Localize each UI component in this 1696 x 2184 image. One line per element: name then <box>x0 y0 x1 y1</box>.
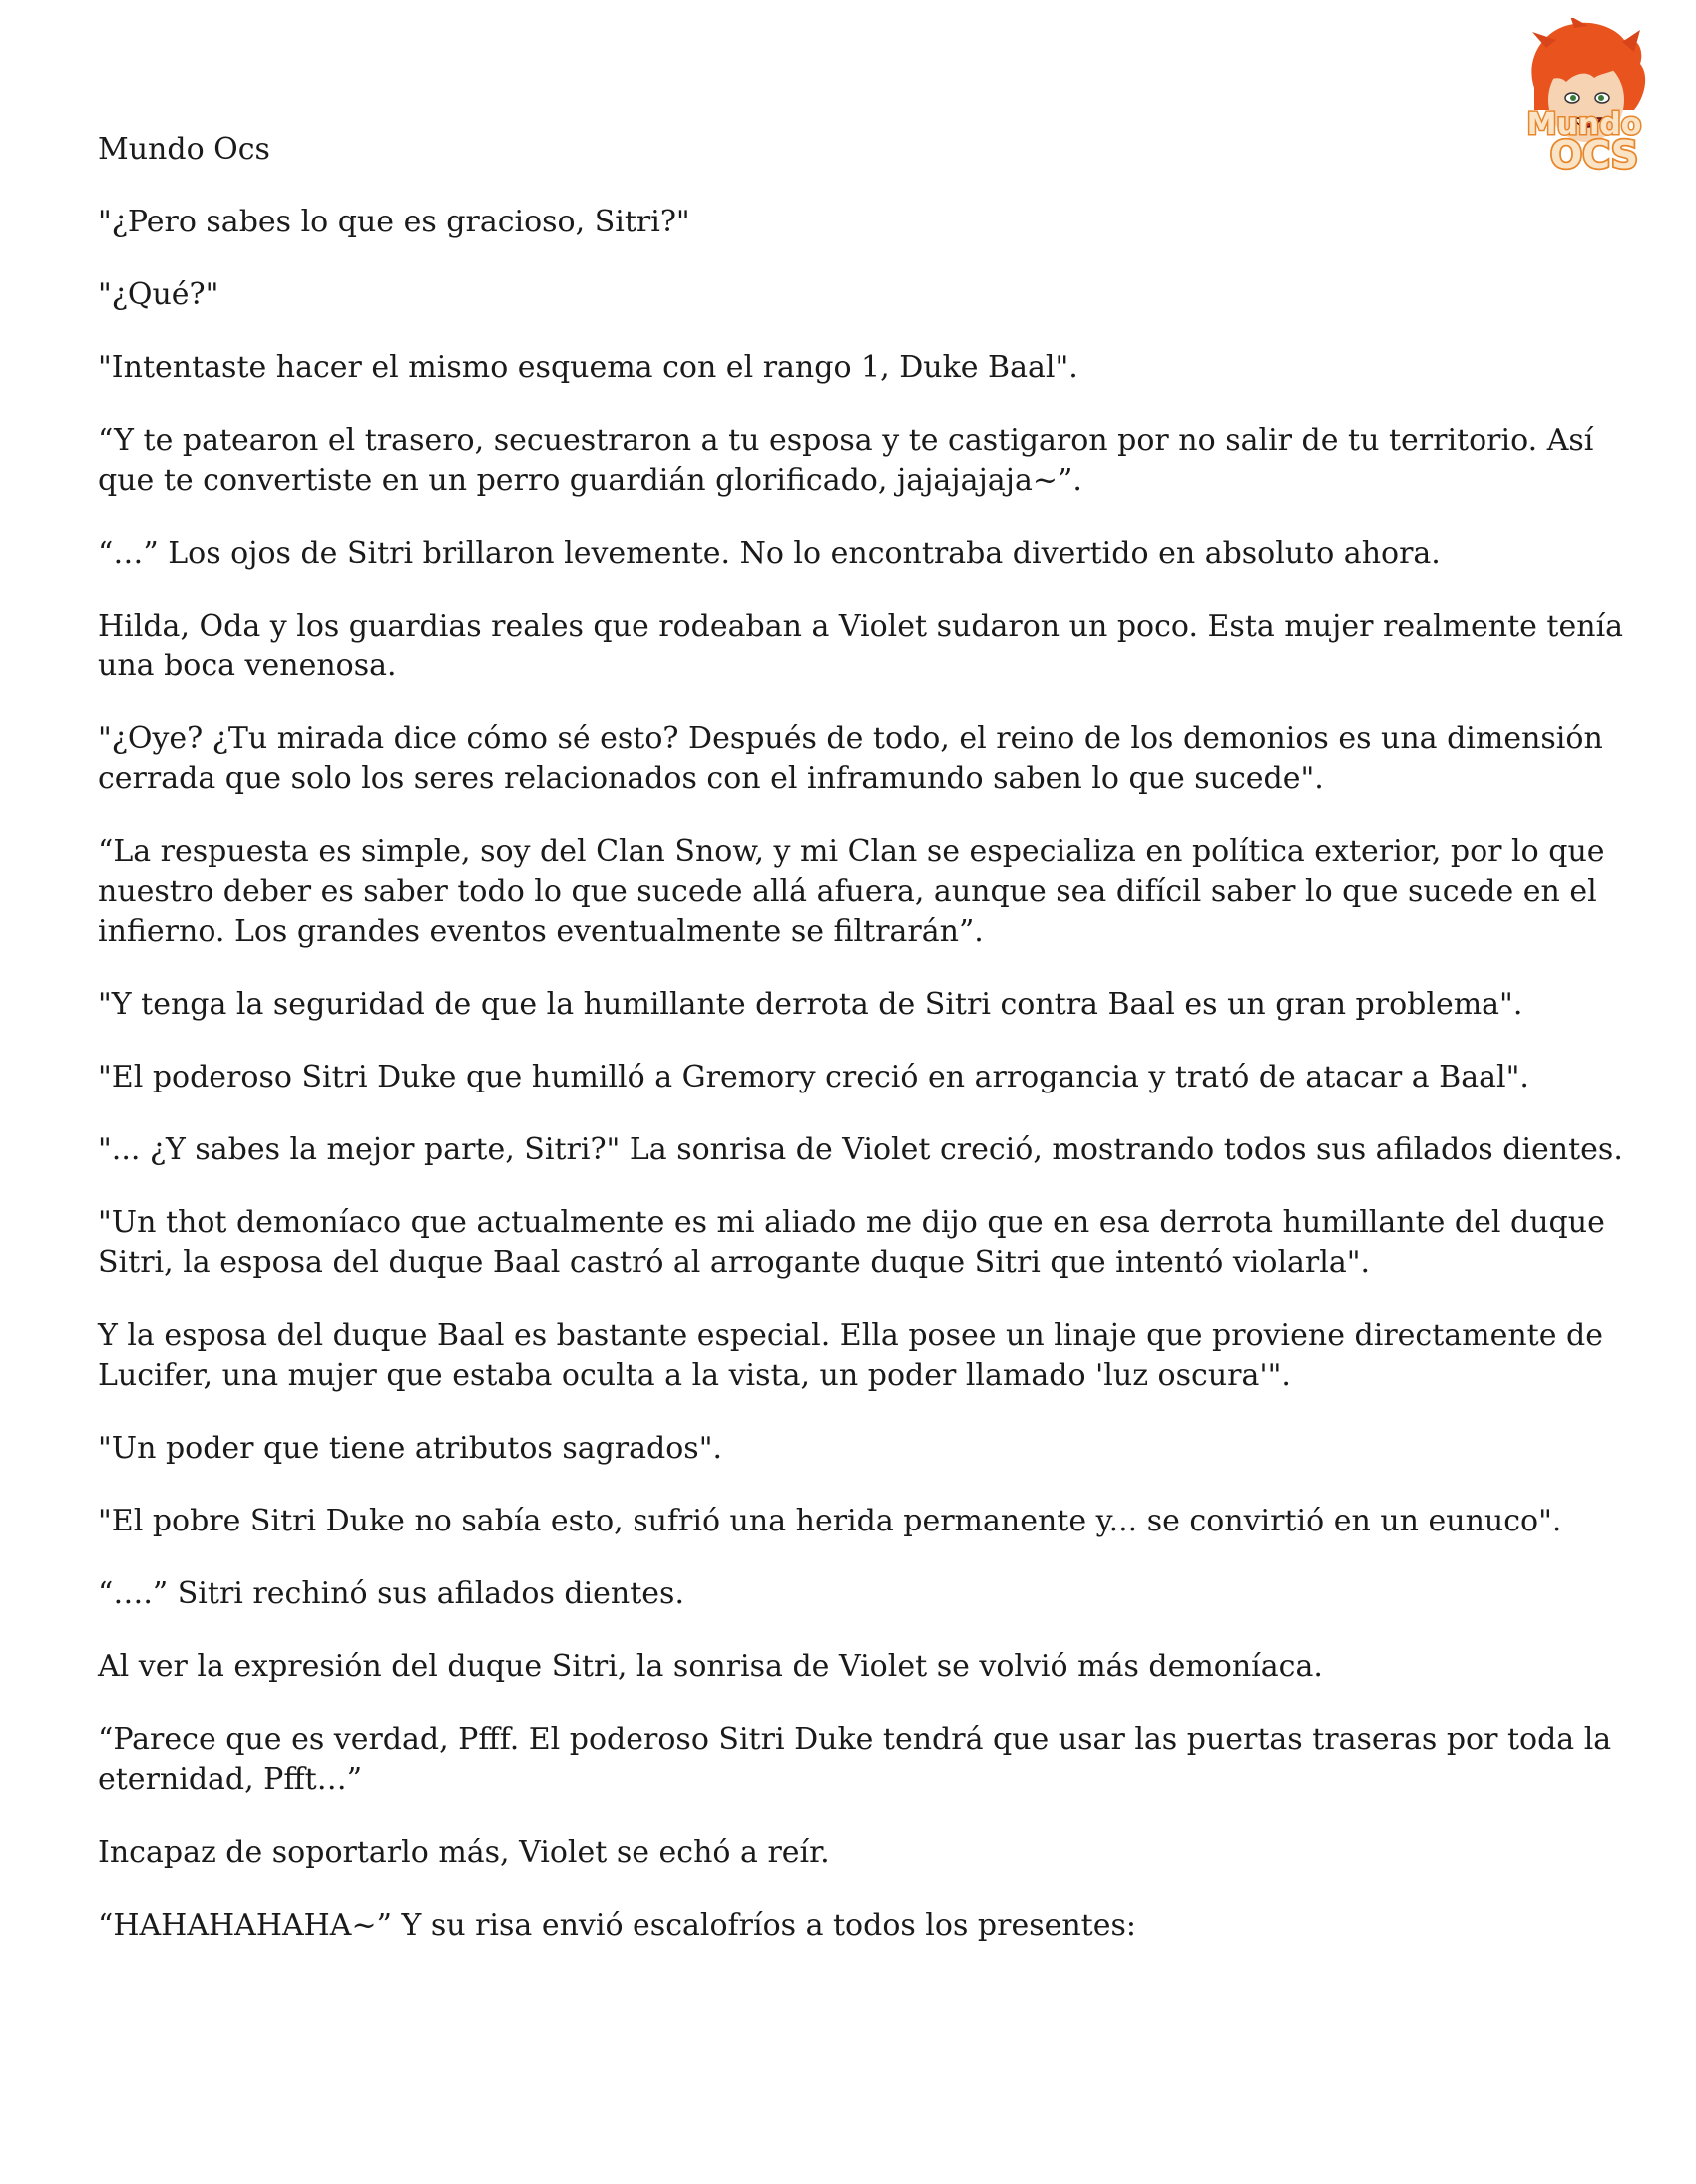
paragraph: “Parece que es verdad, Pfff. El poderoso Sitri Duke tendrá que usar las puertas traseras por toda la eternidad, Pfft…” <box>98 1722 1612 1797</box>
paragraph: "Y tenga la seguridad de que la humillante derrota de Sitri contra Baal es un gran problema". <box>98 987 1523 1022</box>
paragraph: "El pobre Sitri Duke no sabía esto, sufrió una herida permanente y... se convirtió en un eunuco". <box>98 1504 1562 1538</box>
paragraph: "Un thot demoníaco que actualmente es mi aliado me dijo que en esa derrota humillante del duque Sitri, la esposa del duque Baal castró al arrogante duque Sitri que intentó violarla". <box>98 1205 1605 1280</box>
paragraph: “Y te patearon el trasero, secuestraron a tu esposa y te castigaron por no salir de tu territorio. Así que te convertiste en un perro guardián glorificado, jajajajaja~”. <box>98 423 1594 498</box>
paragraph: “…” Los ojos de Sitri brillaron levemente. No lo encontraba divertido en absoluto ahora. <box>98 536 1441 571</box>
paragraph: Incapaz de soportarlo más, Violet se echó a reír. <box>98 1835 830 1870</box>
paragraph: "El poderoso Sitri Duke que humilló a Gremory creció en arrogancia y trató de atacar a Baal". <box>98 1060 1529 1094</box>
paragraph: "¿Oye? ¿Tu mirada dice cómo sé esto? Después de todo, el reino de los demonios es una dimensión cerrada que solo los seres relacionados con el inframundo saben lo que sucede". <box>98 721 1603 796</box>
paragraph: Y la esposa del duque Baal es bastante especial. Ella posee un linaje que proviene directamente de Lucifer, una mujer que estaba oculta a la vista, un poder llamado 'luz oscura'". <box>98 1318 1603 1393</box>
paragraph: “La respuesta es simple, soy del Clan Snow, y mi Clan se especializa en política exterior, por lo que nuestro deber es saber todo lo que sucede allá afuera, aunque sea difícil saber lo que sucede en el infierno. Los grandes eventos eventualmente se filtrarán”. <box>98 834 1605 949</box>
paragraph: "... ¿Y sabes la mejor parte, Sitri?" La sonrisa de Violet creció, mostrando todos sus afilados dientes. <box>98 1132 1623 1167</box>
paragraph: "Un poder que tiene atributos sagrados". <box>98 1431 723 1466</box>
paragraph: Al ver la expresión del duque Sitri, la sonrisa de Violet se volvió más demoníaca. <box>98 1649 1323 1684</box>
document-heading: Mundo Ocs <box>98 132 270 167</box>
paragraph: "¿Pero sabes lo que es gracioso, Sitri?" <box>98 205 690 239</box>
paragraph: Hilda, Oda y los guardias reales que rodeaban a Violet sudaron un poco. Esta mujer realmente tenía una boca venenosa. <box>98 609 1624 683</box>
paragraph: "Intentaste hacer el mismo esquema con el rango 1, Duke Baal". <box>98 350 1078 385</box>
paragraph: “….” Sitri rechinó sus afilados dientes. <box>98 1576 684 1611</box>
svg-text:OCS: OCS <box>1549 133 1639 177</box>
paragraph: “HAHAHAHAHA~” Y su risa envió escalofríos a todos los presentes: <box>98 1908 1136 1943</box>
svg-text:Mundo: Mundo <box>1526 107 1642 142</box>
document-body <box>98 130 1624 1978</box>
paragraph: "¿Qué?" <box>98 277 219 312</box>
